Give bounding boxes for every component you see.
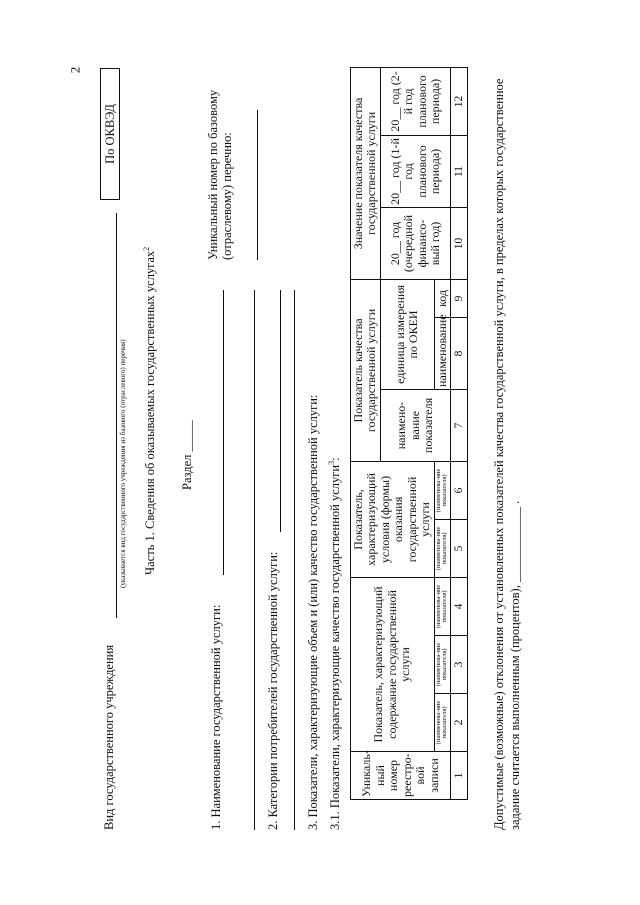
service-name-label: 1. Наименование государственной услуги: xyxy=(209,604,223,830)
header-content-indicator: Показатель, характеризующий содержание государственной услуги xyxy=(351,577,435,751)
consumers-label: 2. Категории потребителей государственной услуги: xyxy=(266,551,280,830)
header-content-sub-1: (наименова-ние показателя) xyxy=(434,694,451,752)
header-quality-indicator: Показатель качества государственной услуги xyxy=(351,279,381,461)
section3-title: 3. Показатели, характеризующие объем и (или) качество государственной услуги: xyxy=(306,394,320,830)
institution-type-label: Вид государственного учреждения xyxy=(102,644,116,830)
column-number: 11 xyxy=(451,135,468,207)
form-sheet xyxy=(82,55,532,850)
column-number: 12 xyxy=(451,67,468,135)
okved-box xyxy=(100,68,120,200)
column-number: 6 xyxy=(451,461,468,519)
service-name-field[interactable] xyxy=(223,290,224,575)
service-name-field-line2[interactable] xyxy=(254,290,255,830)
institution-type-field[interactable] xyxy=(116,213,117,618)
quality-indicators-table xyxy=(350,67,468,800)
header-content-sub-2: (наименова-ние показателя) xyxy=(434,636,451,694)
section-label: Раздел _____ xyxy=(180,420,194,490)
header-unit-code: код xyxy=(434,279,451,317)
consumers-field-line2[interactable] xyxy=(294,290,295,830)
tolerance-note: Допустимые (возможные) отклонения от установленных показателей качества государственной услуги, в пределах которых государственное задание считается выполненным (процентов), ____________ . xyxy=(492,78,522,830)
header-unit-name: наименование xyxy=(434,317,451,389)
header-quality-values: Значение показателя качества государственной услуги xyxy=(351,67,381,279)
column-numbers-row xyxy=(451,67,468,799)
header-conditions-sub-2: (наименова-ние показателя) xyxy=(434,461,451,519)
column-number: 3 xyxy=(451,636,468,694)
unique-number-field[interactable] xyxy=(257,110,258,260)
header-year-1: 20__ год (очередной финансо-вый год) xyxy=(380,207,450,279)
header-indicator-name: наимено-вание показателя xyxy=(380,389,450,461)
header-year-3: 20__ год (2-й год планового периода) xyxy=(380,67,450,135)
consumers-field[interactable] xyxy=(280,290,281,532)
header-content-sub-3: (наименова-ние показателя) xyxy=(434,577,451,635)
column-number: 5 xyxy=(451,519,468,577)
header-year-2: 20__ год (1-й год планового периода) xyxy=(380,135,450,207)
institution-type-hint: (указывается вид государственного учреждения из базового (отраслевого) перечня) xyxy=(119,339,127,588)
column-number: 7 xyxy=(451,389,468,461)
column-number: 1 xyxy=(451,752,468,800)
column-number: 9 xyxy=(451,279,468,317)
unique-number-label: Уникальный номер по базовому (отраслевому) перечню: xyxy=(206,89,235,260)
header-conditions-sub-1: (наименова-ние показателя) xyxy=(434,519,451,577)
part-title: Часть 1. Сведения об оказываемых государственных услугах$^2$ xyxy=(142,246,158,575)
column-number: 4 xyxy=(451,577,468,635)
header-conditions-indicator: Показатель, характеризующий условия (формы) оказания государственной услуги xyxy=(351,461,435,577)
section31-title: 3.1. Показатели, характеризующие качество государственной услуги$^3$: xyxy=(327,457,343,830)
page-number: 2 xyxy=(67,66,83,74)
okved-label: По ОКВЭД xyxy=(103,104,117,164)
header-okei-unit: единица измерения по ОКЕИ xyxy=(380,279,434,389)
column-number: 10 xyxy=(451,207,468,279)
header-unique-number: Уникаль-ный номер реестро-вой записи xyxy=(351,752,451,800)
column-number: 2 xyxy=(451,694,468,752)
column-number: 8 xyxy=(451,317,468,389)
